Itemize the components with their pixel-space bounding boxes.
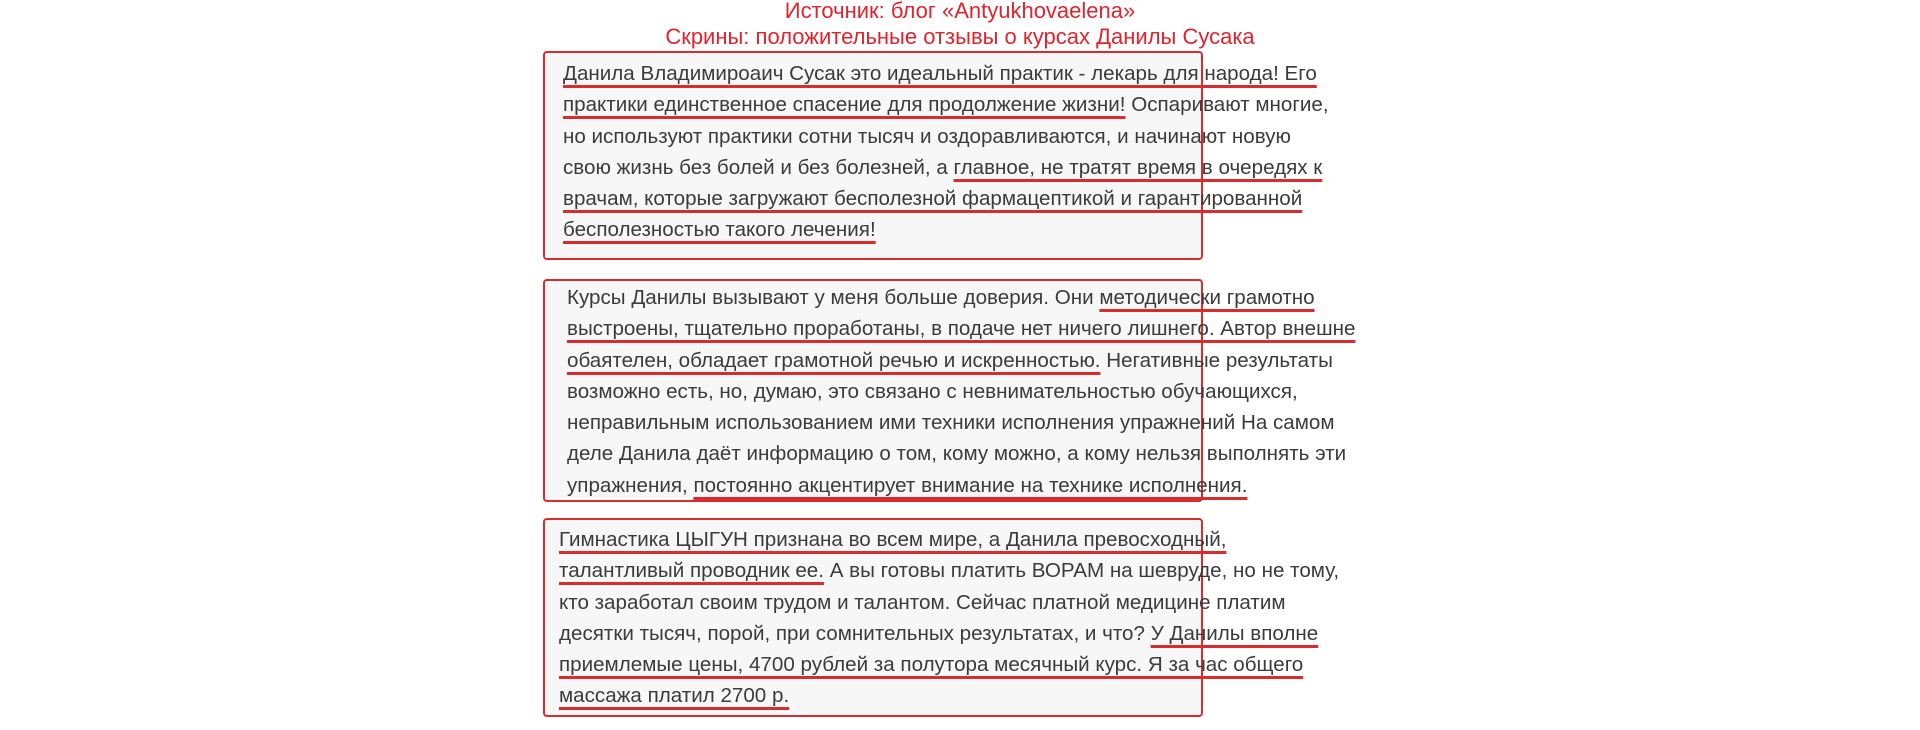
review-line	[559, 587, 1339, 618]
text-fragment: свою жизнь без болей и без болезней, а	[563, 155, 954, 179]
review-line	[559, 524, 1339, 555]
text-fragment: десятки тысяч, порой, при сомнительных результатах, и что?	[559, 621, 1151, 645]
review-text	[563, 58, 1329, 246]
review-line	[567, 438, 1355, 469]
underlined-phrase: обаятелен, обладает грамотной речью и искренностью.	[567, 348, 1101, 372]
text-fragment: Курсы Данилы вызывают у меня больше доверия. Они	[567, 286, 1100, 309]
text-fragment: неправильным использованием ими техники исполнения упражнений На самом	[567, 411, 1335, 435]
text-fragment: Негативные результаты	[1100, 348, 1333, 372]
review-text	[559, 524, 1339, 712]
text-fragment: упражнения,	[567, 473, 694, 497]
review-line	[567, 376, 1355, 407]
review-line	[559, 680, 1339, 711]
review-line	[559, 555, 1339, 586]
review-card	[543, 51, 1329, 260]
underlined-phrase: приемлемые цены, 4700 рублей за полутора месячный курс. Я за час общего	[559, 653, 1304, 677]
review-line	[563, 121, 1329, 152]
text-fragment: Оспаривают многие,	[1125, 93, 1329, 117]
underlined-phrase: бесполезностью такого лечения!	[563, 218, 876, 242]
review-line	[563, 183, 1329, 214]
review-line	[563, 214, 1329, 245]
text-fragment: А вы готовы платить ВОРАМ на шевруде, но не тому,	[823, 559, 1340, 583]
review-line	[567, 345, 1355, 376]
review-line	[559, 618, 1339, 649]
review-text	[567, 282, 1355, 501]
underlined-phrase: выстроены, тщательно проработаны, в подаче нет ничего лишнего. Автор внешне	[567, 317, 1356, 341]
underlined-phrase: талантливый проводник ее.	[559, 559, 824, 583]
review-line	[567, 470, 1355, 501]
review-card	[543, 518, 1340, 717]
text-fragment: возможно есть, но, думаю, это связано с невнимательностью обучающихся,	[567, 379, 1298, 403]
underlined-phrase: практики единственное спасение для продолжение жизни!	[563, 93, 1126, 117]
underlined-phrase: У Данилы вполне	[1150, 621, 1319, 645]
review-line	[567, 407, 1355, 438]
review-line	[567, 282, 1355, 313]
underlined-phrase: методически грамотно	[1099, 286, 1315, 309]
review-card	[543, 279, 1356, 502]
text-fragment: но используют практики сотни тысяч и оздоравливаются, и начинают новую	[563, 124, 1291, 148]
underlined-phrase: Гимнастика ЦЫГУН признана во всем мире, а Данила превосходный,	[559, 528, 1227, 551]
underlined-phrase: главное, не тратят время в очередях к	[953, 155, 1323, 179]
underlined-phrase: Данила Владимироаич Сусак это идеальный практик - лекарь для народа! Его	[563, 62, 1317, 85]
screenshots-caption: Скрины: положительные отзывы о курсах Данилы Сусака	[665, 24, 1255, 49]
review-line	[567, 313, 1355, 344]
text-fragment: деле Данила даёт информацию о том, кому можно, а кому нельзя выполнять эти	[567, 442, 1347, 466]
text-fragment: кто заработал своим трудом и талантом. Сейчас платной медицине платим	[559, 590, 1286, 614]
review-line	[563, 152, 1329, 183]
review-line	[559, 649, 1339, 680]
underlined-phrase: постоянно акцентирует внимание на технике исполнения.	[693, 473, 1248, 497]
review-line	[563, 89, 1329, 120]
underlined-phrase: массажа платил 2700 р.	[559, 684, 790, 708]
review-line	[563, 58, 1329, 89]
source-caption: Источник: блог «Antyukhovaelena»	[784, 0, 1136, 23]
underlined-phrase: врачам, которые загружают бесполезной фармацептикой и гарантированной	[563, 187, 1303, 211]
